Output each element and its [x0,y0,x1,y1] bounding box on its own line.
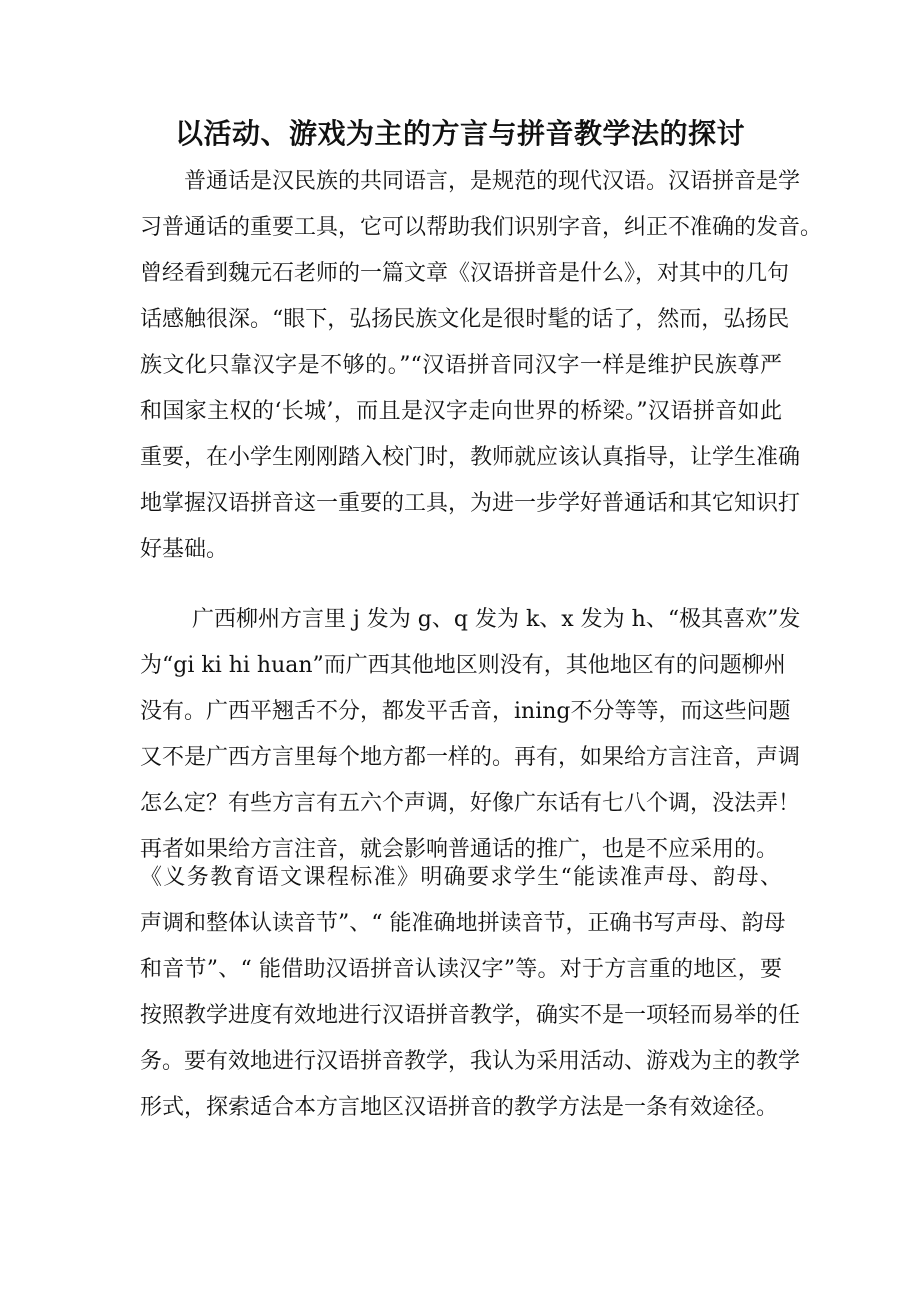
text-line: 普通话是汉民族的共同语言，是规范的现代汉语。汉语拼音是学 [184,169,801,194]
document-title: 以活动、游戏为主的方言与拼音教学法的探讨 [174,117,745,150]
text-line: 没有。广西平翘舌不分，都发平舌音，ining不分等等，而这些问题 [140,699,791,724]
text-line: 话感触很深。“眼下，弘扬民族文化是很时髦的话了，然而，弘扬民 [140,307,790,332]
text-line: 曾经看到魏元石老师的一篇文章《汉语拼音是什么》，对其中的几句 [140,261,790,286]
paragraph-1 [140,159,823,573]
text-line: 按照教学进度有效地进行汉语拼音教学，确实不是一项轻而易举的任 [140,1003,801,1028]
text-line: 和国家主权的‘长城’，而且是汉字走向世界的桥梁。”汉语拼音如此 [140,399,782,424]
text-line: 声调和整体认读音节”、“ 能准确地拼读音节，正确书写声母、韵母 [140,911,786,936]
text-line: 《义务教育语文课程标准》明确要求学生“能读准声母、韵母、 [140,865,782,890]
text-line: 和音节”、“ 能借助汉语拼音认读汉字”等。对于方言重的地区，要 [140,957,782,982]
paragraph-2 [140,597,801,873]
text-line: 好基础。 [140,537,229,562]
text-line: 习普通话的重要工具，它可以帮助我们识别字音，纠正不准确的发音。 [140,215,823,240]
text-line: 广西柳州方言里 j 发为 g、q 发为 k、x 发为 h、“极其喜欢”发 [192,607,801,632]
text-line: 重要，在小学生刚刚踏入校门时，教师就应该认真指导，让学生准确 [140,445,801,470]
text-line: 为“gi ki hi huan”而广西其他地区则没有，其他地区有的问题柳州 [140,653,786,678]
text-line: 族文化只靠汉字是不够的。”“汉语拼音同汉字一样是维护民族尊严 [140,353,782,378]
text-line: 地掌握汉语拼音这一重要的工具，为进一步学好普通话和其它知识打 [140,491,801,516]
text-line: 又不是广西方言里每个地方都一样的。再有，如果给方言注音，声调 [140,745,801,770]
text-line: 务。要有效地进行汉语拼音教学，我认为采用活动、游戏为主的教学 [140,1049,801,1074]
text-line: 再者如果给方言注音，就会影响普通话的推广，也是不应采用的。 [140,837,779,862]
paragraph-3 [140,855,801,1131]
text-line: 形式，探索适合本方言地区汉语拼音的教学方法是一条有效途径。 [140,1095,779,1120]
text-line: 怎么定？有些方言有五六个声调，好像广东话有七八个调，没法弄！ [140,791,801,816]
